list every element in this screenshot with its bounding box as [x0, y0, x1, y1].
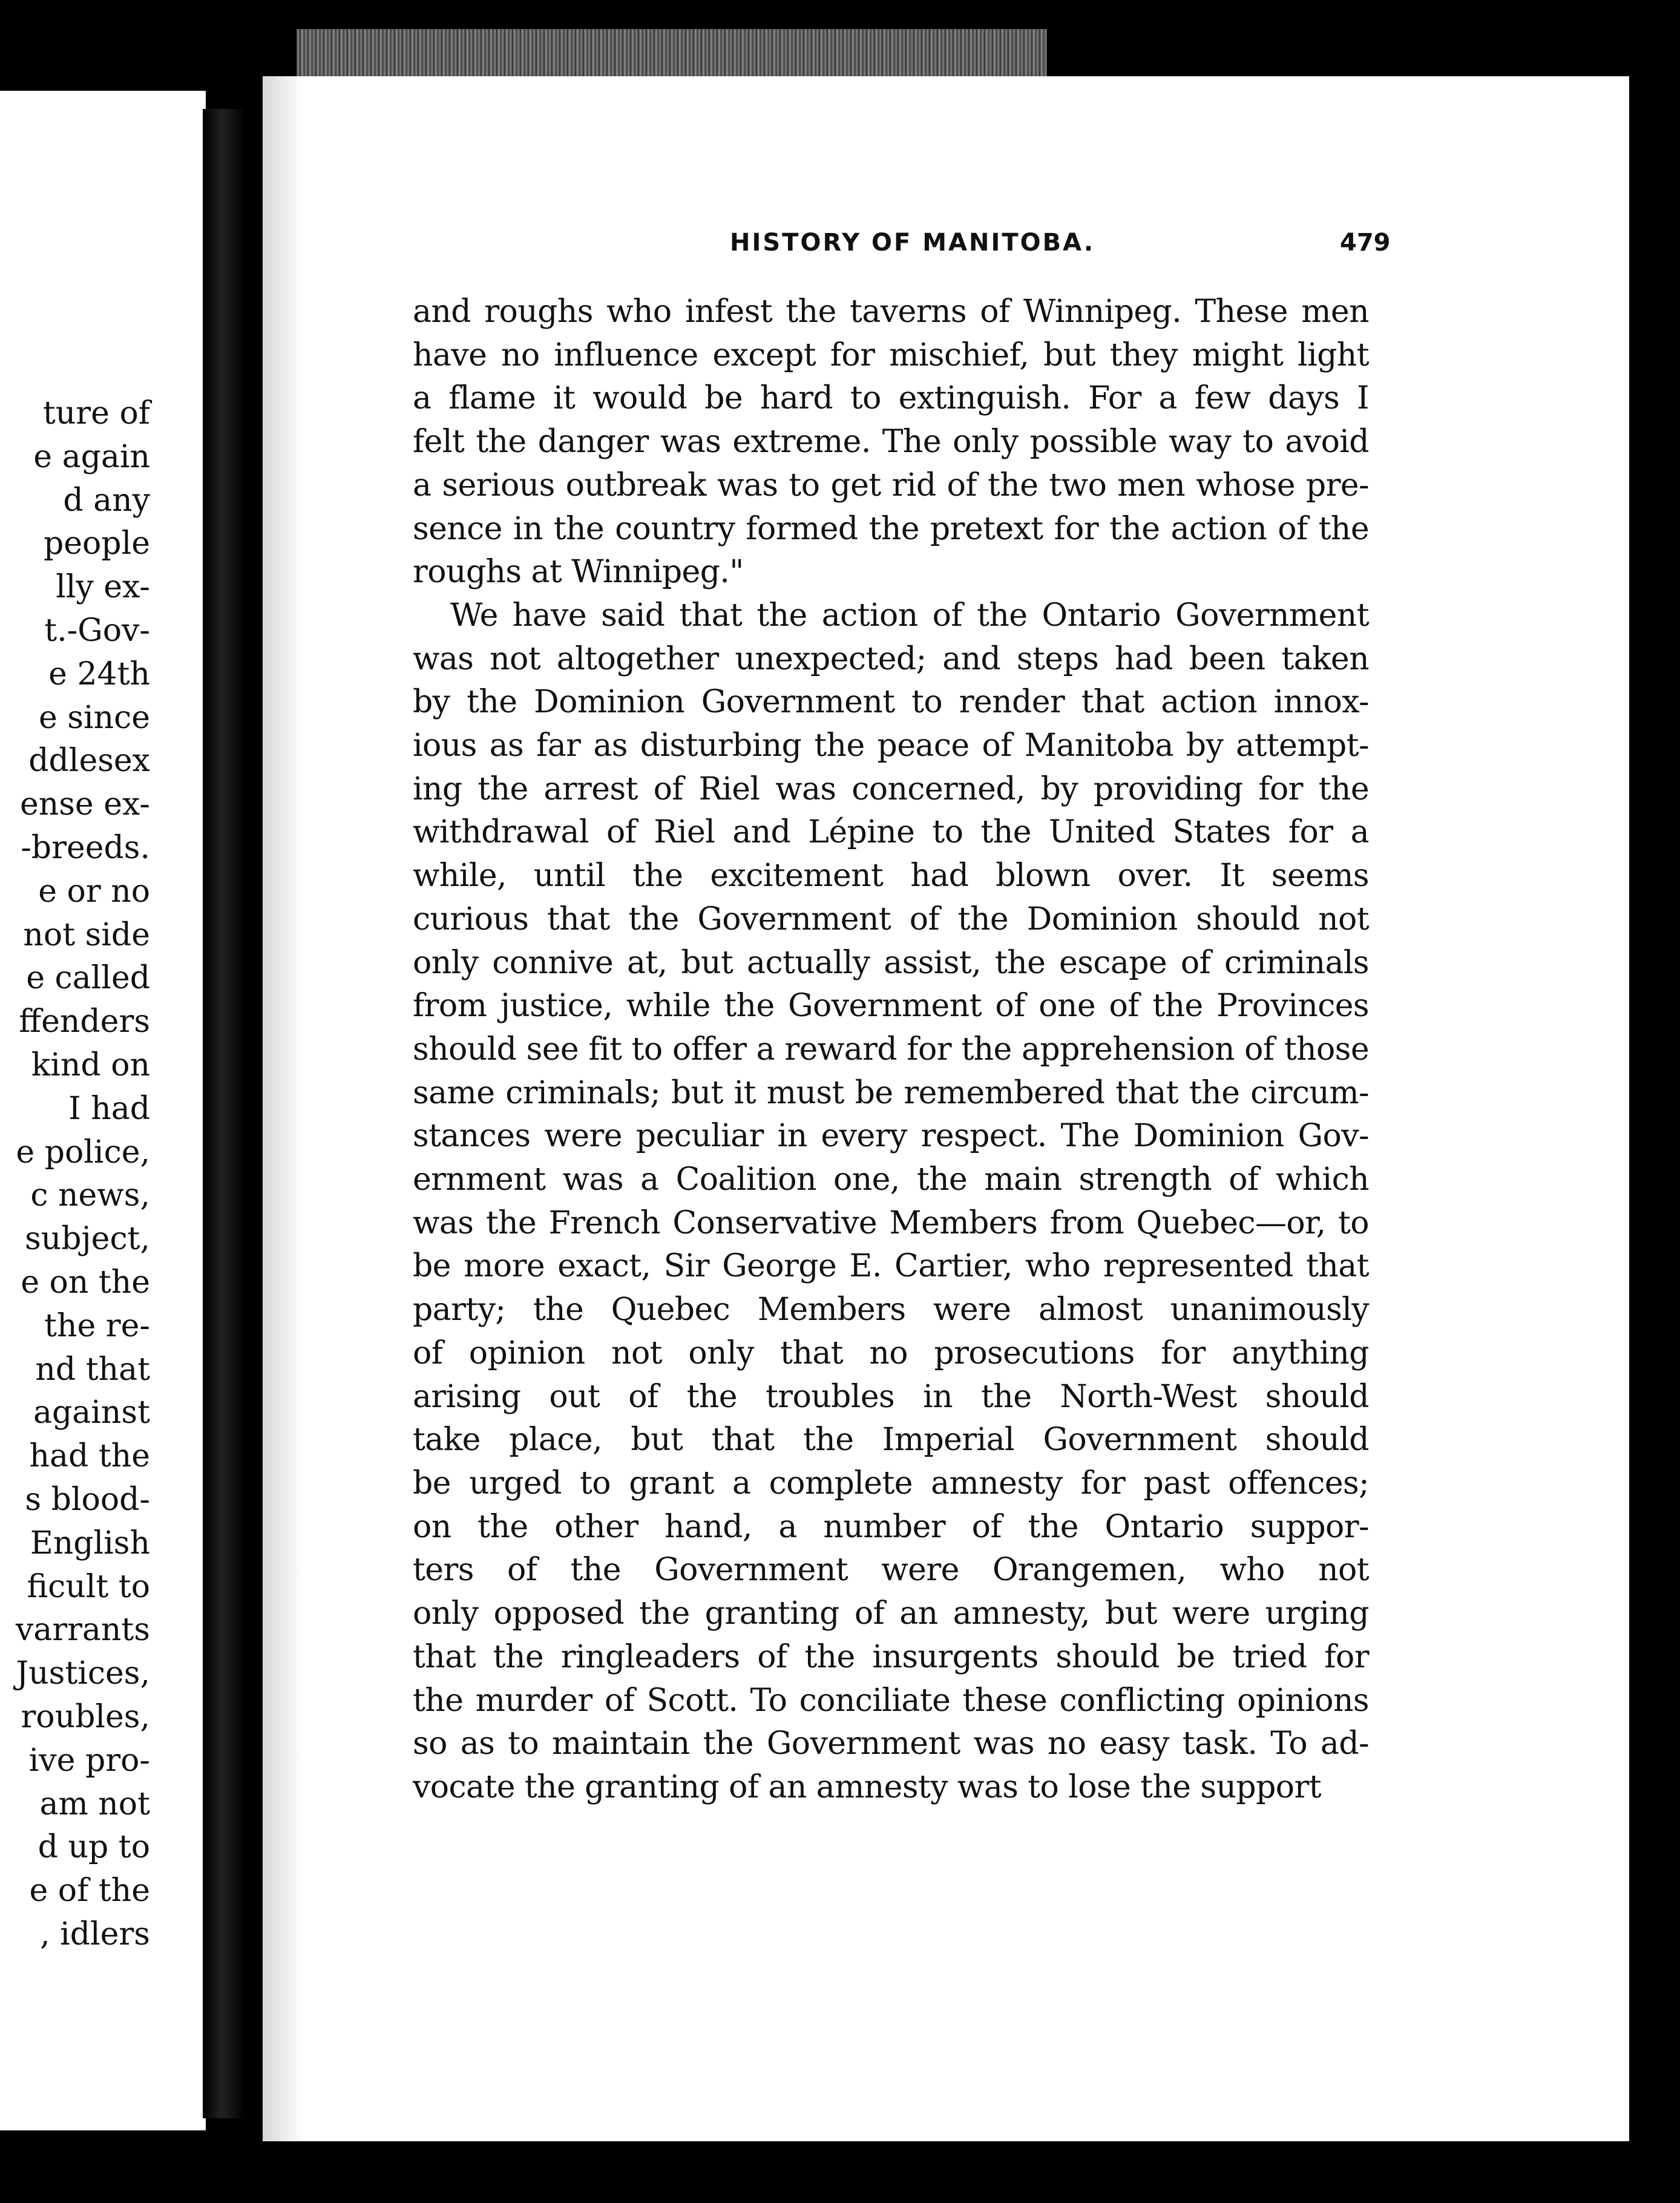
text-line: should see fit to offer a reward for the apprehension of those: [413, 1031, 1369, 1068]
text-line: sence in the country formed the pretext for the action of the: [413, 510, 1369, 547]
text-line: arising out of the troubles in the North-West should: [413, 1378, 1369, 1415]
text-line: while, until the excitement had blown over. It seems: [413, 858, 1369, 895]
previous-page-line: ture of: [42, 395, 150, 432]
text-line: take place, but that the Imperial Government should: [413, 1422, 1369, 1459]
previous-page-line: -breeds.: [21, 829, 150, 866]
previous-page-line: e of the: [29, 1873, 150, 1909]
previous-page-line: not side: [23, 916, 150, 953]
previous-page: [0, 91, 206, 2130]
text-line: the murder of Scott. To conciliate these conflicting opinions: [413, 1682, 1369, 1719]
page-number: 479: [1340, 229, 1391, 257]
text-line: so as to maintain the Government was no easy task. To ad-: [413, 1725, 1369, 1762]
previous-page-line: e police,: [16, 1134, 150, 1170]
previous-page-line: subject,: [25, 1221, 150, 1258]
previous-page-line: ense ex-: [19, 786, 150, 823]
text-line: a flame it would be hard to extinguish. For a few days I: [413, 380, 1369, 417]
previous-page-line: e 24th: [48, 655, 150, 692]
text-line: ters of the Government were Orangemen, who not: [413, 1552, 1369, 1589]
previous-page-line: ficult to: [27, 1568, 150, 1605]
text-line: ing the arrest of Riel was concerned, by providing for the: [413, 770, 1369, 807]
running-head: HISTORY OF MANITOBA.: [730, 229, 1095, 257]
previous-page-line: ive pro-: [28, 1742, 150, 1779]
text-line: have no influence except for mischief, but they might light: [413, 337, 1369, 373]
previous-page-line: e or no: [38, 873, 150, 910]
text-line: on the other hand, a number of the Ontario suppor-: [413, 1508, 1369, 1545]
text-line: only connive at, but actually assist, the escape of criminals: [413, 944, 1369, 981]
previous-page-line: Justices,: [16, 1655, 150, 1692]
paragraph: [413, 291, 1369, 594]
gutter-shadow: [263, 76, 305, 2141]
previous-page-line: I had: [68, 1090, 150, 1127]
previous-page-text: [16, 392, 150, 1957]
text-line: and roughs who infest the taverns of Winnipeg. These men: [413, 294, 1369, 330]
text-line: a serious outbreak was to get rid of the two men whose pre-: [413, 467, 1369, 504]
previous-page-line: , idlers: [40, 1916, 150, 1952]
text-line: that the ringleaders of the insurgents should be tried for: [413, 1638, 1369, 1675]
text-line: roughs at Winnipeg.": [413, 554, 744, 591]
previous-page-line: e since: [38, 699, 150, 736]
text-line: be urged to grant a complete amnesty for past offences;: [413, 1465, 1369, 1502]
text-line: was the French Conservative Members from Quebec—or, to: [413, 1204, 1369, 1241]
previous-page-line: d up to: [38, 1829, 150, 1866]
text-line: vocate the granting of an amnesty was to lose the support: [413, 1768, 1322, 1805]
previous-page-line: varrants: [15, 1612, 150, 1649]
previous-page-line: had the: [29, 1438, 150, 1475]
previous-page-line: ffenders: [19, 1003, 150, 1040]
previous-page-line: ddlesex: [28, 743, 150, 780]
text-line: stances were peculiar in every respect. The Dominion Gov-: [413, 1118, 1369, 1155]
text-line: be more exact, Sir George E. Cartier, who represented that: [413, 1248, 1369, 1285]
text-line: felt the danger was extreme. The only possible way to avoid: [413, 424, 1369, 461]
body-text: [413, 291, 1369, 1810]
previous-page-line: against: [33, 1394, 150, 1431]
text-line: from justice, while the Government of one of the Provinces: [413, 988, 1369, 1025]
text-line: of opinion not only that no prosecutions for anything: [413, 1335, 1369, 1371]
previous-page-line: kind on: [31, 1046, 150, 1083]
text-line: withdrawal of Riel and Lépine to the United States for a: [413, 814, 1369, 851]
text-line: by the Dominion Government to render that action innox-: [413, 684, 1369, 721]
previous-page-line: people: [43, 525, 150, 562]
previous-page-line: e again: [33, 438, 150, 475]
previous-page-line: c news,: [30, 1177, 150, 1214]
previous-page-line: d any: [63, 482, 150, 519]
paragraph: [413, 594, 1369, 1810]
previous-page-line: e called: [26, 960, 150, 997]
text-line: was not altogether unexpected; and steps had been taken: [413, 640, 1369, 677]
page: [259, 76, 1629, 2141]
book-spine: [203, 109, 245, 2118]
previous-page-line: roubles,: [21, 1698, 150, 1735]
previous-page-line: s blood-: [25, 1481, 150, 1518]
previous-page-line: English: [30, 1525, 150, 1561]
previous-page-line: lly ex-: [56, 569, 150, 606]
text-line: same criminals; but it must be remembered that the circum-: [413, 1074, 1369, 1111]
text-line: curious that the Government of the Dominion should not: [413, 901, 1369, 937]
text-line: We have said that the action of the Ontario Government: [450, 597, 1369, 634]
previous-page-line: t.-Gov-: [44, 612, 150, 649]
previous-page-line: the re-: [44, 1307, 150, 1344]
previous-page-line: am not: [39, 1785, 150, 1822]
previous-page-line: e on the: [21, 1264, 150, 1301]
text-line: party; the Quebec Members were almost unanimously: [413, 1292, 1369, 1328]
previous-page-line: nd that: [35, 1351, 150, 1388]
text-line: ernment was a Coalition one, the main strength of which: [413, 1161, 1369, 1198]
text-line: only opposed the granting of an amnesty, but were urging: [413, 1595, 1369, 1632]
text-line: ious as far as disturbing the peace of Manitoba by attempt-: [413, 727, 1369, 764]
